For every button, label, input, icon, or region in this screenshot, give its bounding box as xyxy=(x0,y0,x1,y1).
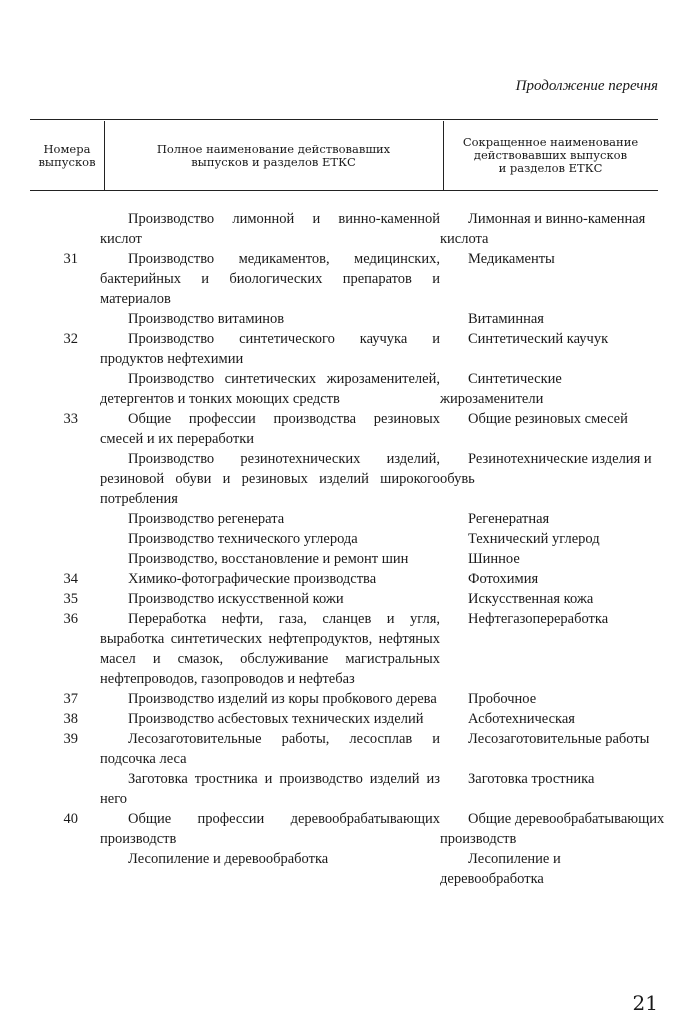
row-full-name-cell xyxy=(100,509,440,529)
row-short-name: Синтетические жирозаменители xyxy=(440,371,562,407)
row-full-name: Производство, восстановление и ремонт шин xyxy=(128,551,409,567)
row-number xyxy=(0,529,100,549)
row-full-name-cell xyxy=(100,589,440,609)
row-short-name-cell xyxy=(440,689,665,709)
row-short-name-cell xyxy=(440,309,665,329)
row-full-name: Производство технического углерода xyxy=(128,531,358,547)
row-number xyxy=(0,369,100,409)
row-full-name: Общие профессии деревообрабатывающих производств xyxy=(100,811,440,847)
row-number: 31 xyxy=(63,251,78,267)
header-short-name-label: Сокращенное наименование действовавших выпусков и разделов ЕТКС xyxy=(462,135,639,175)
row-full-name: Лесопиление и деревообработка xyxy=(128,851,329,867)
row-full-name: Производство витаминов xyxy=(128,311,285,327)
table-row xyxy=(0,769,700,809)
row-full-name: Химико-фотографические производства xyxy=(128,571,377,587)
row-short-name: Пробочное xyxy=(468,691,537,707)
table-header-bottom-rule xyxy=(30,190,658,191)
row-short-name-cell xyxy=(440,849,665,889)
row-short-name: Медикаменты xyxy=(468,251,555,267)
row-full-name: Производство синтетического каучука и продуктов нефтехимии xyxy=(100,331,440,367)
row-number xyxy=(0,209,100,249)
row-number xyxy=(0,849,100,889)
row-full-name: Производство искусственной кожи xyxy=(128,591,344,607)
table-row xyxy=(0,369,700,409)
row-full-name-cell xyxy=(100,529,440,549)
row-short-name-cell xyxy=(440,709,665,729)
table-row xyxy=(0,449,700,509)
row-short-name: Лесопиление и деревообработка xyxy=(440,851,561,887)
row-short-name-cell xyxy=(440,509,665,529)
table-row xyxy=(0,809,700,849)
row-short-name: Резинотехнические изделия и обувь xyxy=(440,451,652,487)
row-short-name-cell xyxy=(440,729,665,769)
row-number: 40 xyxy=(63,811,78,827)
row-short-name: Лесозаготовительные работы xyxy=(468,731,650,747)
table-row xyxy=(0,309,700,329)
row-number xyxy=(0,309,100,329)
row-full-name-cell xyxy=(100,329,440,369)
row-number: 38 xyxy=(63,711,78,727)
table-row xyxy=(0,849,700,889)
row-full-name-cell xyxy=(100,549,440,569)
header-number-label: Номера выпусков xyxy=(38,141,96,169)
row-full-name-cell xyxy=(100,709,440,729)
table-row xyxy=(0,609,700,689)
row-full-name: Производство асбестовых технических изделий xyxy=(128,711,424,727)
row-short-name: Фотохимия xyxy=(468,571,539,587)
row-number: 37 xyxy=(63,691,78,707)
page-number: 21 xyxy=(632,991,658,1015)
row-short-name: Лимонная и винно-каменная кислота xyxy=(440,211,646,247)
row-short-name: Регенератная xyxy=(468,511,550,527)
row-full-name: Общие профессии производства резиновых смесей и их переработки xyxy=(100,411,440,447)
row-full-name-cell xyxy=(100,249,440,309)
table-row xyxy=(0,509,700,529)
row-short-name-cell xyxy=(440,569,665,589)
continuation-caption: Продолжение перечня xyxy=(515,78,658,94)
table-row xyxy=(0,729,700,769)
table-row xyxy=(0,209,700,249)
row-number: 35 xyxy=(63,591,78,607)
row-number: 32 xyxy=(63,331,78,347)
row-short-name: Заготовка тростника xyxy=(468,771,595,787)
table-row xyxy=(0,549,700,569)
row-short-name: Синтетический каучук xyxy=(468,331,609,347)
row-short-name-cell xyxy=(440,549,665,569)
row-short-name-cell xyxy=(440,589,665,609)
row-short-name-cell xyxy=(440,329,665,369)
row-short-name: Асботехническая xyxy=(468,711,575,727)
row-full-name-cell xyxy=(100,449,440,509)
table-row xyxy=(0,249,700,309)
table-row xyxy=(0,689,700,709)
row-full-name-cell xyxy=(100,369,440,409)
row-number xyxy=(0,549,100,569)
row-full-name-cell xyxy=(100,809,440,849)
row-short-name-cell xyxy=(440,249,665,309)
header-full-name-label: Полное наименование действовавших выпусков и разделов ЕТКС xyxy=(156,141,391,169)
row-short-name: Общие деревообрабатывающих производств xyxy=(440,811,665,847)
row-full-name: Заготовка тростника и производство изделий из него xyxy=(100,771,440,807)
row-number xyxy=(0,509,100,529)
row-short-name-cell xyxy=(440,409,665,449)
row-short-name-cell xyxy=(440,529,665,549)
row-full-name: Производство изделий из коры пробкового дерева xyxy=(128,691,437,707)
row-number: 33 xyxy=(63,411,78,427)
row-number xyxy=(0,769,100,809)
row-full-name-cell xyxy=(100,409,440,449)
row-short-name: Витаминная xyxy=(468,311,544,327)
table-row xyxy=(0,709,700,729)
row-full-name-cell xyxy=(100,569,440,589)
row-short-name: Нефтегазопереработка xyxy=(468,611,609,627)
header-short-name-column xyxy=(443,121,658,190)
row-short-name: Общие резиновых смесей xyxy=(468,411,628,427)
row-full-name-cell xyxy=(100,729,440,769)
table-row xyxy=(0,529,700,549)
row-full-name: Лесозаготовительные работы, лесосплав и подсочка леса xyxy=(100,731,440,767)
table-top-rule xyxy=(30,119,658,120)
row-full-name: Производство медикаментов, медицинских, бактерийных и биологических препаратов и материалов xyxy=(100,251,440,307)
header-full-name-column xyxy=(104,121,443,190)
row-full-name-cell xyxy=(100,689,440,709)
row-short-name: Искусственная кожа xyxy=(468,591,594,607)
row-full-name: Производство лимонной и винно-каменной кислот xyxy=(100,211,440,247)
row-full-name: Производство синтетических жирозаменителей, детергентов и тонких моющих средств xyxy=(100,371,440,407)
row-full-name-cell xyxy=(100,849,440,889)
row-number: 34 xyxy=(63,571,78,587)
row-full-name: Производство регенерата xyxy=(128,511,285,527)
row-short-name: Технический углерод xyxy=(468,531,600,547)
row-short-name-cell xyxy=(440,809,665,849)
table-row xyxy=(0,329,700,369)
row-short-name-cell xyxy=(440,369,665,409)
table-body xyxy=(0,209,700,889)
row-number: 39 xyxy=(63,731,78,747)
row-number: 36 xyxy=(63,611,78,627)
row-number xyxy=(0,449,100,509)
row-short-name-cell xyxy=(440,449,665,509)
row-full-name-cell xyxy=(100,309,440,329)
row-full-name: Производство резинотехнических изделий, резиновой обуви и резиновых изделий широкого потребления xyxy=(100,451,440,507)
row-full-name-cell xyxy=(100,769,440,809)
row-full-name: Переработка нефти, газа, сланцев и угля, выработка синтетических нефтепродуктов, нефтяных масел и смазок, обслуживание магистральных нефтепроводов, газопроводов и нефтебаз xyxy=(100,611,440,687)
row-full-name-cell xyxy=(100,609,440,689)
header-number-column xyxy=(30,121,104,190)
table-row xyxy=(0,589,700,609)
row-short-name: Шинное xyxy=(468,551,520,567)
table-row xyxy=(0,409,700,449)
row-short-name-cell xyxy=(440,609,665,689)
row-short-name-cell xyxy=(440,209,665,249)
row-full-name-cell xyxy=(100,209,440,249)
row-short-name-cell xyxy=(440,769,665,809)
table-row xyxy=(0,569,700,589)
